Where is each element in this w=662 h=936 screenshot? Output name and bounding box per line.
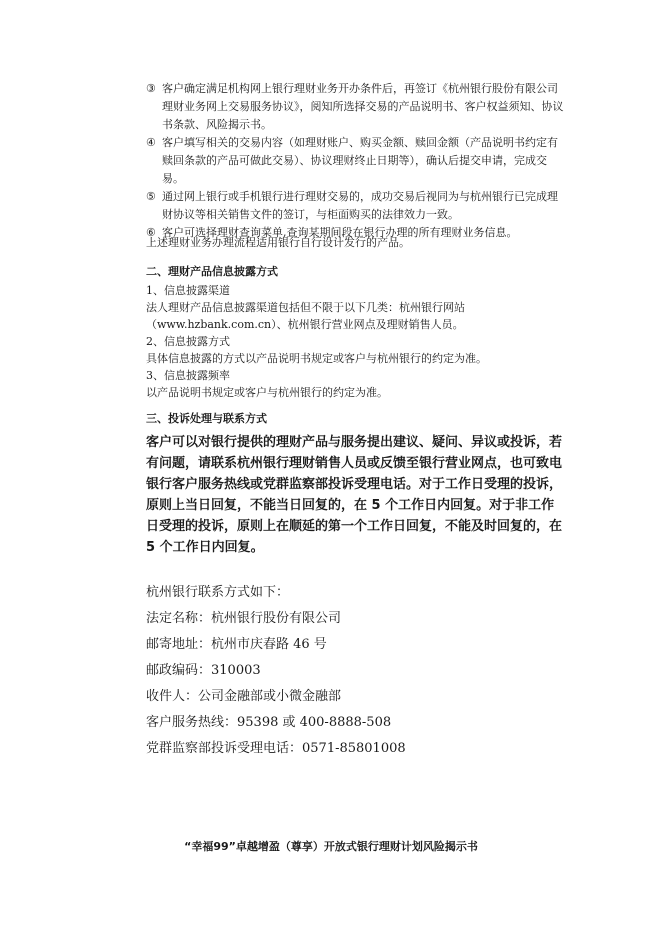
recipient: 收件人：公司金融部或小微金融部 bbox=[146, 689, 342, 704]
step-3-text: 客户确定满足机构网上银行理财业务开办条件后，再签订《杭州银行股份有限公司理财业务网上交易服务协议》，阅知所选择交易的产品说明书、客户权益须知、协议书条款、风险揭示书。 bbox=[162, 82, 564, 131]
disclosure-line: 具体信息披露的方式以产品说明书规定或客户与杭州银行的约定为准。 bbox=[146, 352, 487, 365]
disclosure-line: 法人理财产品信息披露渠道包括但不限于以下几类：杭州银行网站 bbox=[146, 301, 465, 314]
page-footer: “幸福99”卓越增盈（尊享）开放式银行理财计划风险揭示书 bbox=[184, 840, 478, 853]
section-2-title: 二、理财产品信息披露方式 bbox=[146, 265, 278, 278]
contact-block bbox=[146, 580, 566, 762]
disclosure-section bbox=[146, 282, 566, 401]
step-4-text: 客户填写相关的交易内容（如理财账户、购买金额、赎回金额（产品说明书约定有赎回条款的产品可做此交易）、协议理财终止日期等），确认后提交申请，完成交易。 bbox=[162, 136, 558, 185]
step-5-text: 通过网上银行或手机银行进行理财交易的，成功交易后视同为与杭州银行已完成理财协议等相关销售文件的签订，与柜面购买的法律效力一致。 bbox=[162, 190, 558, 221]
step-5 bbox=[146, 188, 566, 224]
step-4-number: ④ bbox=[146, 136, 156, 149]
complaint-paragraph: 客户可以对银行提供的理财产品与服务提出建议、疑问、异议或投诉，若有问题，请联系杭州银行理财销售人员或反馈至银行营业网点，也可致电银行客户服务热线或党群监察部投诉受理电话。对于工作日受理的投诉，原则上当日回复，不能当日回复的，在 5 个工作日内回复。对于非工作日受理的投诉，原则上在顺延的第一个工作日回复，不能及时回复的，在 5 个工作日内回复。 bbox=[146, 435, 563, 555]
step-4 bbox=[146, 134, 566, 188]
step-3 bbox=[146, 80, 566, 134]
step-3-number: ③ bbox=[146, 82, 156, 95]
step-5-number: ⑤ bbox=[146, 190, 156, 203]
disclosure-line: 1、信息披露渠道 bbox=[146, 284, 230, 297]
service-hotline: 客户服务热线：95398 或 400-8888-508 bbox=[146, 715, 392, 730]
disclosure-line: 2、信息披露方式 bbox=[146, 335, 230, 348]
section-3-title: 三、投诉处理与联系方式 bbox=[146, 412, 267, 425]
complaint-phone: 党群监察部投诉受理电话：0571-85801008 bbox=[146, 741, 406, 756]
disclosure-line: （www.hzbank.com.cn）、杭州银行营业网点及理财销售人员。 bbox=[146, 318, 464, 331]
legal-name: 法定名称：杭州银行股份有限公司 bbox=[146, 611, 342, 626]
mailing-address: 邮寄地址：杭州市庆春路 46 号 bbox=[146, 637, 327, 652]
step-6-number: ⑥ bbox=[146, 226, 156, 239]
postcode: 邮政编码：310003 bbox=[146, 663, 261, 678]
contact-heading: 杭州银行联系方式如下： bbox=[146, 585, 290, 600]
disclosure-line: 以产品说明书规定或客户与杭州银行的约定为准。 bbox=[146, 386, 388, 399]
step-6-text: 客户可选择理财查询菜单,查询某期间段在银行办理的所有理财业务信息。 bbox=[162, 226, 518, 239]
process-steps bbox=[146, 80, 566, 242]
scope-note: 上述理财业务办理流程适用银行自行设计发行的产品。 bbox=[146, 236, 410, 249]
disclosure-line: 3、信息披露频率 bbox=[146, 369, 230, 382]
